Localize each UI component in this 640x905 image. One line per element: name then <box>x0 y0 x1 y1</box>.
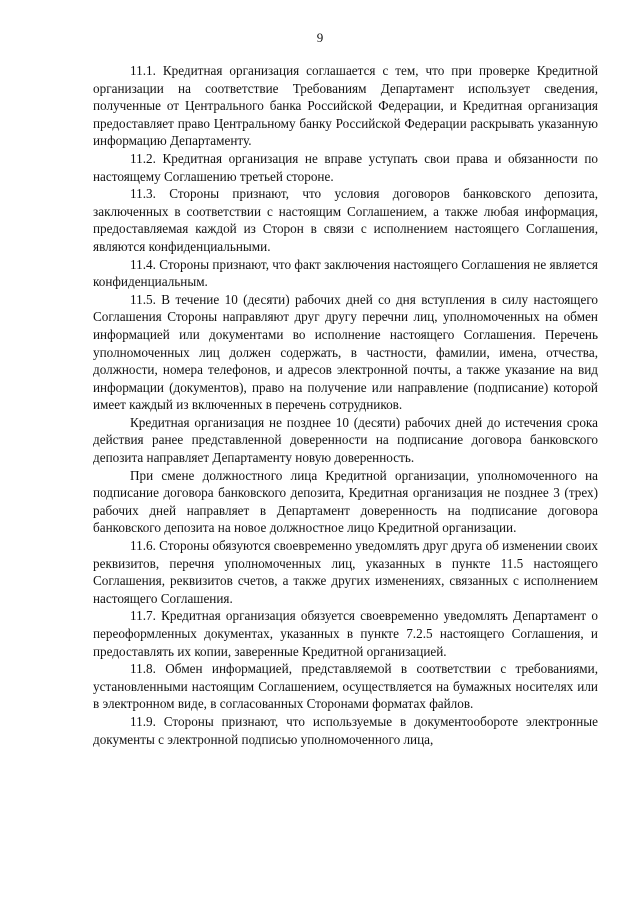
paragraph-11-4: 11.4. Стороны признают, что факт заключения настоящего Соглашения не является конфиденциальным. <box>93 256 598 290</box>
paragraph-11-1: 11.1. Кредитная организация соглашается с тем, что при проверке Кредитной организации на соответствие Требованиям Департамент использует сведения, полученные от Центрального банка Российской Федерации, и Кредитная организация предоставляет право Центральному банку Российской Федерации раскрывать указанную информацию Департаменту. <box>93 63 598 149</box>
paragraph-11-6: 11.6. Стороны обязуются своевременно уведомлять друг друга об изменении своих реквизитов, перечня уполномоченных лиц, указанных в пункте 11.5 настоящего Соглашения, реквизитов счетов, а также других изменениях, связанных с исполнением настоящего Соглашения. <box>93 538 598 606</box>
paragraph-11-5-power-of-attorney-renewal: Кредитная организация не позднее 10 (десяти) рабочих дней до истечения срока действия ранее представленной доверенности на подписание договора банковского депозита направляет Департаменту новую доверенность. <box>93 414 598 466</box>
paragraph-11-8: 11.8. Обмен информацией, представляемой в соответствии с требованиями, установленными настоящим Соглашением, осуществляется на бумажных носителях или в электронном виде, в согласованных Сторонами форматах файлов. <box>93 661 598 712</box>
paragraph-11-2: 11.2. Кредитная организация не вправе уступать свои права и обязанности по настоящему Соглашению третьей стороне. <box>93 150 598 184</box>
document-body <box>93 62 598 748</box>
paragraph-11-3: 11.3. Стороны признают, что условия договоров банковского депозита, заключенных в соответствии с настоящим Соглашением, а также любая информация, предоставляемая каждой из Сторон в связи с исполнением настоящего Соглашения, являются конфиденциальными. <box>93 186 598 254</box>
paragraph-11-7: 11.7. Кредитная организация обязуется своевременно уведомлять Департамент о переоформленных документах, указанных в пункте 7.2.5 настоящего Соглашения, и предоставлять их копии, заверенные Кредитной организацией. <box>93 608 598 659</box>
page-number: 9 <box>316 30 324 45</box>
paragraph-11-5: 11.5. В течение 10 (десяти) рабочих дней со дня вступления в силу настоящего Соглашения Стороны направляют друг другу перечни лиц, уполномоченных на обмен информацией или документами во исполнение настоящего Соглашения. Перечень уполномоченных лиц должен содержать, в частности, фамилии, имена, отчества, должности, номера телефонов, и адресов электронной почты, а также указание на вид информации (документов), право на получение или направление (подписание) которой имеет каждый из включенных в перечень сотрудников. <box>93 291 598 413</box>
paragraph-11-9: 11.9. Стороны признают, что используемые в документообороте электронные документы с электронной подписью уполномоченного лица, <box>93 713 598 747</box>
paragraph-11-5-official-change: При смене должностного лица Кредитной организации, уполномоченного на подписание договора банковского депозита, Кредитная организация не позднее 3 (трех) рабочих дней направляет в Департамент доверенность на подписание договора банковского депозита на новое должностное лицо Кредитной организации. <box>93 467 598 536</box>
